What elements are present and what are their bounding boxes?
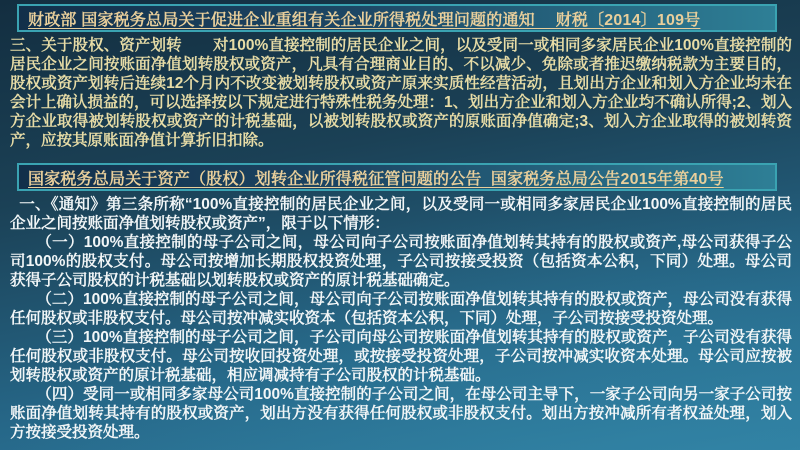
paragraph-item-4: （四）受同一或相同多家母公司100%直接控制的子公司之间，在母公司主导下，一家子公司向另一家子公司按账面净值划转其持有的股权或资产，划出方没有获得任何股权或非股权支付。划出方按冲减所有者权益处理，划入方按接受投资处理。 bbox=[10, 386, 792, 441]
paragraph-notice-109-body: 三、关于股权、资产划转 对100%直接控制的居民企业之间，以及受同一或相同多家居民企业100%直接控制的居民企业之间按账面净值划转股权或资产，凡具有合理商业目的、不以减少、免除或者推迟缴纳税款为主要目的，股权或资产划转后连续12个月内不改变被划转股权或资产原来实质性经营活动，且划出方企业和划入方企业均未在会计上确认损益的，可以选择按以下规定进行特殊性税务处理：1、划出方企业和划入方企业均不确认所得;2、划入方企业取得被划转股权或资产的计税基础，以被划转股权或资产的原账面净值确定;3、划入方企业取得的被划转资产，应按其原账面净值计算折旧扣除。 bbox=[10, 37, 792, 149]
title-announcement-40: 国家税务总局关于资产（股权）划转企业所得税征管问题的公告 国家税务总局公告2015年第40号 bbox=[28, 170, 724, 188]
paragraph-item-3: （三）100%直接控制的母子公司之间，子公司向母公司按账面净值划转其持有的股权或资产，子公司没有获得任何股权或非股权支付。母公司按收回投资处理，或按接受投资处理，子公司按冲减实收资本处理。母公司应按被划转股权或资产的原计税基础，相应调减持有子公司股权的计税基础。 bbox=[10, 329, 792, 384]
title-bar-notice-109 bbox=[17, 4, 777, 32]
paragraph-item-1: （一）100%直接控制的母子公司之间，母公司向子公司按账面净值划转其持有的股权或资产,母公司获得子公司100%的股权支付。母公司按增加长期股权投资处理，子公司按接受投资（包括资本公积，下同）处理。母公司获得子公司股权的计税基础以划转股权或资产的原计税基础确定。 bbox=[10, 234, 792, 289]
title-notice-109: 财政部 国家税务总局关于促进企业重组有关企业所得税处理问题的通知 财税〔2014〕109号 bbox=[28, 11, 701, 29]
announcement-40-body bbox=[10, 195, 792, 442]
paragraph-intro: 一、《通知》第三条所称“100%直接控制的居民企业之间，以及受同一或相同多家居民企业100%直接控制的居民企业之间按账面净值划转股权或资产”，限于以下情形： bbox=[10, 196, 792, 232]
title-bar-announcement-40 bbox=[17, 163, 777, 191]
paragraph-item-2: （二）100%直接控制的母子公司之间，母公司向子公司按账面净值划转其持有的股权或资产，母公司没有获得任何股权或非股权支付。母公司按冲减实收资本（包括资本公积，下同）处理，子公司按接受投资处理。 bbox=[10, 291, 792, 327]
